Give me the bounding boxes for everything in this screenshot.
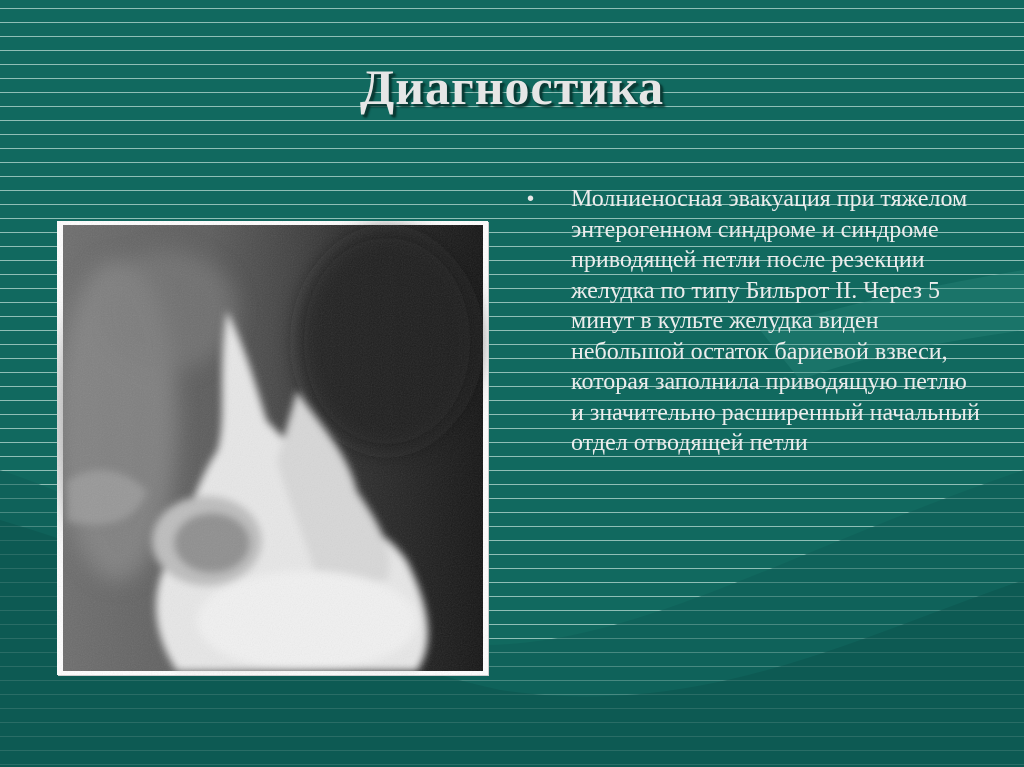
slide-title: Диагностика [359, 59, 665, 115]
bullet-marker: • [527, 188, 535, 210]
x-ray-image [57, 221, 488, 675]
bullet-text: Молниеносная эвакуация при тяжелом энтерогенном синдроме и синдроме приводящей петли после резекции желудка по типу Бильрот II. Через 5 минут в культе желудка виден небольшой остаток бариевой взвеси, которая заполнила приводящую петлю и значительно расширенный начальный отдел отводящей петли [571, 186, 980, 456]
